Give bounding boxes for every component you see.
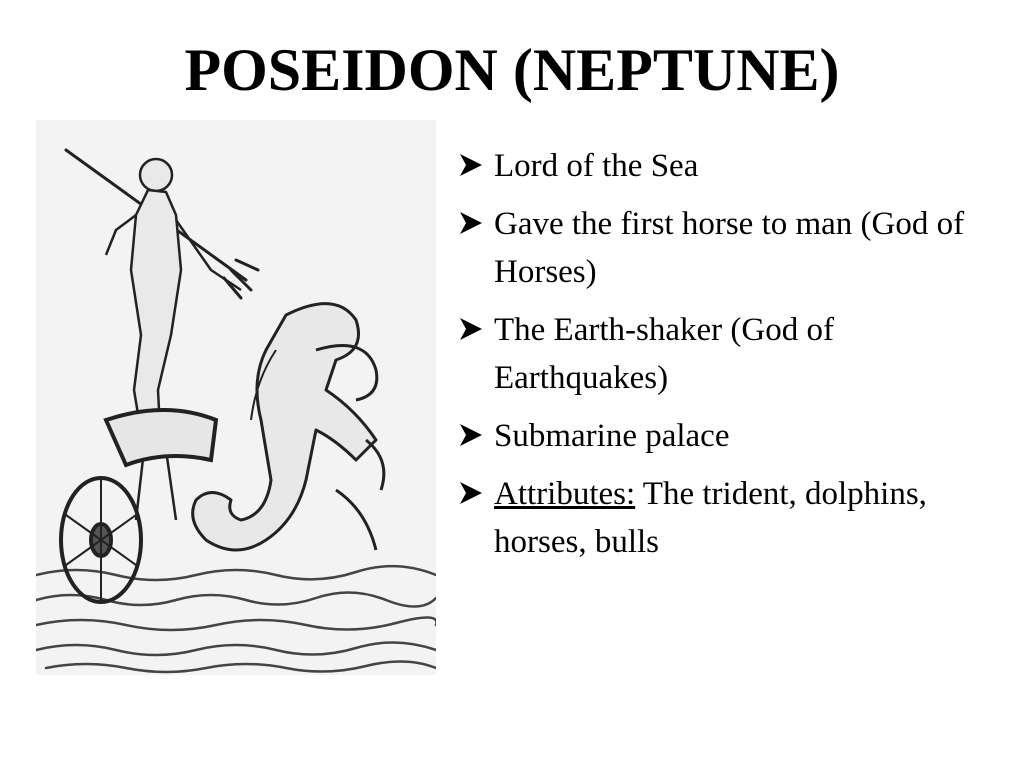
bullet-item: [456, 306, 996, 402]
arrowhead-bullet-icon: [458, 316, 484, 342]
bullet-item: [456, 470, 996, 566]
bullet-text: The Earth-shaker (God of Earthquakes): [494, 312, 834, 396]
bullet-text: Lord of the Sea: [494, 148, 699, 184]
slide-title: POSEIDON (NEPTUNE): [184, 37, 840, 103]
poseidon-chariot-illustration: [36, 120, 436, 675]
bullet-item: [456, 142, 996, 190]
bullet-item: [456, 200, 996, 296]
arrowhead-bullet-icon: [458, 480, 484, 506]
arrowhead-bullet-icon: [458, 210, 484, 236]
arrowhead-bullet-icon: [458, 422, 484, 448]
bullet-text: The trident, dolphins, horses, bulls: [494, 476, 927, 560]
bullet-text: Gave the first horse to man (God of Horses): [494, 206, 965, 290]
bullet-item: [456, 412, 996, 460]
bullet-text: Submarine palace: [494, 418, 730, 454]
arrowhead-bullet-icon: [458, 152, 484, 178]
bullet-list: [456, 142, 996, 576]
attributes-label: Attributes:: [494, 476, 636, 512]
